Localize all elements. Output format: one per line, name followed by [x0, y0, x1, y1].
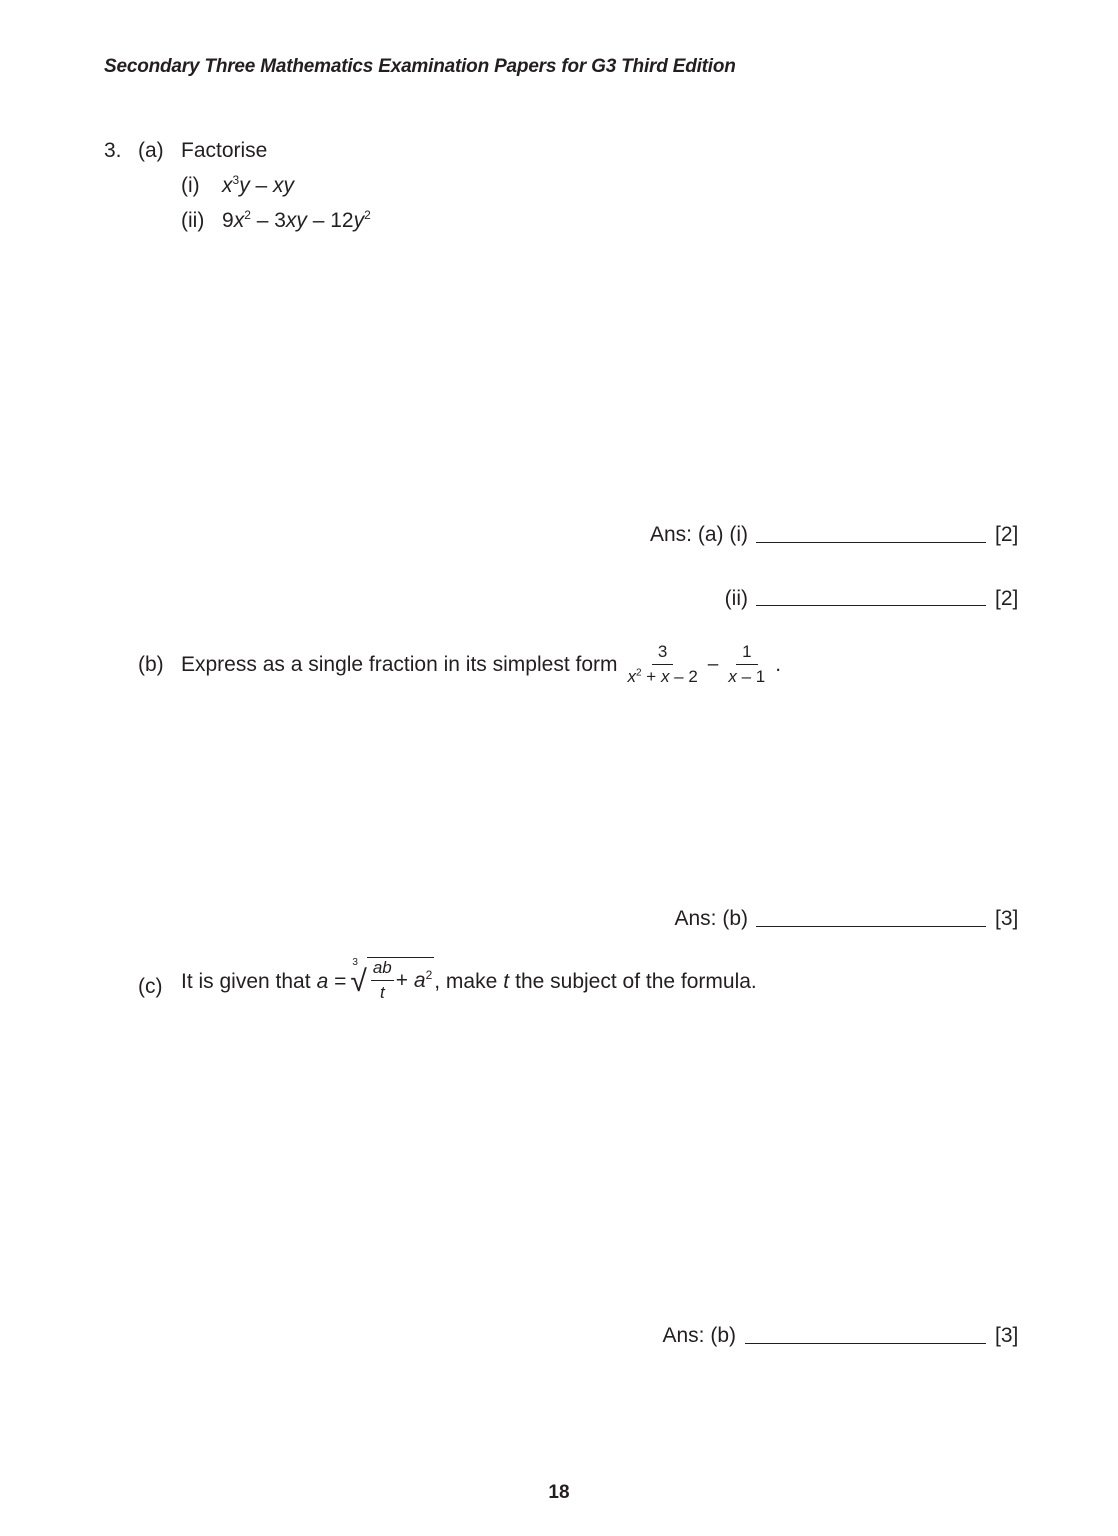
- running-header: Secondary Three Mathematics Examination Papers for G3 Third Edition: [104, 56, 736, 77]
- part-c-text-end: the subject of the formula.: [515, 970, 757, 993]
- answer-a-ii-marks: [2]: [995, 587, 1019, 610]
- fraction-2-denominator: x – 1: [728, 667, 766, 686]
- question-number: 3.: [104, 139, 122, 162]
- part-a-instruction: Factorise: [181, 139, 268, 162]
- minus-sign: –: [707, 653, 719, 675]
- answer-a-i-marks: [2]: [995, 523, 1019, 546]
- part-b-statement: [181, 642, 781, 687]
- radicand-fraction: [371, 958, 394, 1003]
- fraction-1-denominator: $x^2 + x - 2$: [627, 667, 698, 686]
- answer-c-line[interactable]: [745, 1343, 986, 1344]
- answer-a-i-label: Ans: (a) (i): [649, 523, 748, 546]
- fraction-1-numerator: 3: [652, 642, 673, 665]
- part-b-instruction: Express as a single fraction in its simplest form: [181, 652, 618, 676]
- radicand-denominator: t: [379, 983, 385, 1002]
- answer-c-label: Ans: (b): [662, 1324, 736, 1347]
- answer-b-marks: [3]: [995, 907, 1019, 930]
- answer-a-i-line[interactable]: [756, 542, 986, 543]
- part-a-ii-expression: $9x^2 - 3xy - 12y^2$: [222, 208, 371, 232]
- part-a-i-expression: $x^3y$ – xy: [222, 173, 295, 197]
- radicand-plus-term: + $a^2$: [395, 967, 433, 992]
- part-c-text-after: , make: [434, 970, 498, 993]
- part-c-statement: [181, 957, 757, 1003]
- part-b-label: (b): [138, 653, 164, 676]
- fraction-2-numerator: 1: [736, 642, 757, 665]
- part-c-label: (c): [138, 975, 163, 998]
- root-index: 3: [352, 957, 358, 968]
- answer-b-label: Ans: (b): [674, 907, 748, 930]
- answer-b-line[interactable]: [756, 926, 986, 927]
- part-a-label: (a): [138, 139, 164, 162]
- answer-a-ii-line[interactable]: [756, 605, 986, 606]
- variable-a: a =: [316, 970, 347, 993]
- full-stop: .: [775, 652, 782, 676]
- part-c-text-before: It is given that: [181, 970, 311, 993]
- radical-sign: √: [350, 965, 367, 998]
- fraction-1: [622, 642, 704, 687]
- answer-a-ii-label: (ii): [724, 587, 748, 610]
- variable-t: t: [503, 970, 510, 993]
- part-a-ii-label: (ii): [181, 209, 205, 232]
- answer-c-marks: [3]: [995, 1324, 1019, 1347]
- radicand: [367, 957, 434, 1003]
- radicand-numerator: ab: [371, 958, 394, 981]
- fraction-2: [722, 642, 771, 687]
- part-a-i-label: (i): [181, 174, 200, 197]
- page-number: 18: [548, 1482, 570, 1503]
- cube-root: [350, 957, 434, 1003]
